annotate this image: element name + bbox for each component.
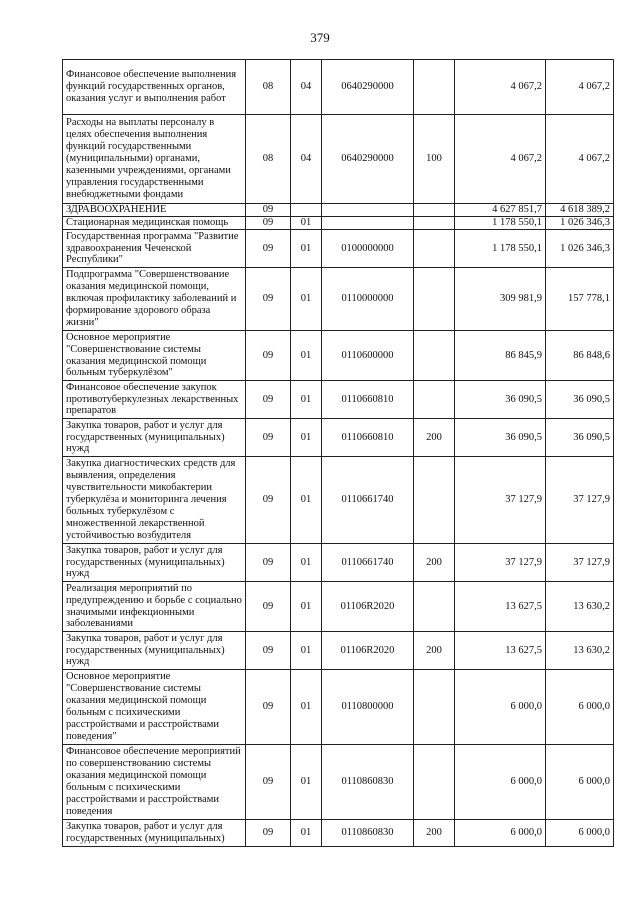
row-target-article: 0100000000 <box>322 230 414 268</box>
row-sum-2: 4 618 389,2 <box>546 204 614 217</box>
table-row <box>63 115 614 204</box>
row-target-article: 0110661740 <box>322 457 414 544</box>
row-subsection: 01 <box>291 582 322 632</box>
row-subsection: 01 <box>291 670 322 745</box>
table-row <box>63 381 614 419</box>
row-name: Финансовое обеспечение мероприятий по совершенствованию системы оказания медицинской помощи больным с психическими расстройствами и расстройствами поведения <box>63 745 246 820</box>
row-sum-2: 6 000,0 <box>546 745 614 820</box>
row-expense-type: 100 <box>414 115 455 204</box>
row-target-article: 0110800000 <box>322 670 414 745</box>
row-expense-type <box>414 582 455 632</box>
row-target-article <box>322 204 414 217</box>
row-expense-type <box>414 230 455 268</box>
row-section: 09 <box>246 632 291 670</box>
row-section: 09 <box>246 230 291 268</box>
row-sum-1: 1 178 550,1 <box>455 230 546 268</box>
row-sum-2: 6 000,0 <box>546 820 614 847</box>
row-sum-1: 13 627,5 <box>455 632 546 670</box>
table-row <box>63 582 614 632</box>
row-expense-type <box>414 217 455 230</box>
row-expense-type <box>414 204 455 217</box>
row-target-article: 0110860830 <box>322 820 414 847</box>
row-name: ЗДРАВООХРАНЕНИЕ <box>63 204 246 217</box>
row-sum-1: 4 067,2 <box>455 60 546 115</box>
row-sum-2: 37 127,9 <box>546 457 614 544</box>
row-section: 09 <box>246 381 291 419</box>
row-subsection: 01 <box>291 381 322 419</box>
row-name: Государственная программа "Развитие здравоохранения Чеченской Республики" <box>63 230 246 268</box>
row-sum-2: 1 026 346,3 <box>546 230 614 268</box>
table-row <box>63 331 614 381</box>
row-subsection <box>291 204 322 217</box>
row-expense-type <box>414 457 455 544</box>
row-target-article: 0110600000 <box>322 331 414 381</box>
row-target-article: 0640290000 <box>322 115 414 204</box>
row-sum-1: 6 000,0 <box>455 745 546 820</box>
table-row <box>63 745 614 820</box>
table-row <box>63 268 614 331</box>
row-subsection: 01 <box>291 331 322 381</box>
row-subsection: 01 <box>291 745 322 820</box>
row-target-article: 0110660810 <box>322 419 414 457</box>
row-target-article <box>322 217 414 230</box>
page-number: 379 <box>310 30 330 45</box>
table-row <box>63 217 614 230</box>
row-sum-2: 36 090,5 <box>546 419 614 457</box>
row-name: Закупка товаров, работ и услуг для государственных (муниципальных) нужд <box>63 419 246 457</box>
row-subsection: 01 <box>291 632 322 670</box>
row-section: 09 <box>246 268 291 331</box>
table-row <box>63 544 614 582</box>
row-expense-type: 200 <box>414 632 455 670</box>
row-section: 09 <box>246 331 291 381</box>
row-section: 09 <box>246 457 291 544</box>
row-expense-type: 200 <box>414 544 455 582</box>
row-section: 09 <box>246 544 291 582</box>
row-sum-1: 6 000,0 <box>455 820 546 847</box>
row-subsection: 01 <box>291 457 322 544</box>
row-target-article: 0110661740 <box>322 544 414 582</box>
row-sum-1: 4 067,2 <box>455 115 546 204</box>
row-sum-1: 36 090,5 <box>455 419 546 457</box>
row-target-article: 0110000000 <box>322 268 414 331</box>
row-sum-1: 13 627,5 <box>455 582 546 632</box>
row-name: Закупка товаров, работ и услуг для государственных (муниципальных) нужд <box>63 632 246 670</box>
row-section: 08 <box>246 60 291 115</box>
row-name: Подпрограмма "Совершенствование оказания медицинской помощи, включая профилактику заболеваний и формирование здорового образа жизни" <box>63 268 246 331</box>
table-row <box>63 457 614 544</box>
row-name: Финансовое обеспечение выполнения функций государственных органов, оказания услуг и выполнения работ <box>63 60 246 115</box>
row-subsection: 01 <box>291 217 322 230</box>
table-row <box>63 820 614 847</box>
table-row <box>63 419 614 457</box>
row-name: Основное мероприятие "Совершенствование системы оказания медицинской помощи больным с психическими расстройствами и расстройствами поведения" <box>63 670 246 745</box>
table-row <box>63 670 614 745</box>
row-name: Финансовое обеспечение закупок противотуберкулезных лекарственных препаратов <box>63 381 246 419</box>
row-sum-1: 37 127,9 <box>455 544 546 582</box>
row-expense-type <box>414 670 455 745</box>
row-target-article: 0110860830 <box>322 745 414 820</box>
row-subsection: 04 <box>291 60 322 115</box>
row-sum-1: 86 845,9 <box>455 331 546 381</box>
table-row <box>63 204 614 217</box>
row-name: Закупка товаров, работ и услуг для государственных (муниципальных) <box>63 820 246 847</box>
row-expense-type <box>414 60 455 115</box>
row-subsection: 01 <box>291 230 322 268</box>
row-section: 09 <box>246 582 291 632</box>
row-subsection: 01 <box>291 820 322 847</box>
row-name: Основное мероприятие "Совершенствование системы оказания медицинской помощи больным туберкулёзом" <box>63 331 246 381</box>
row-section: 09 <box>246 745 291 820</box>
row-expense-type: 200 <box>414 419 455 457</box>
row-section: 09 <box>246 204 291 217</box>
row-sum-2: 36 090,5 <box>546 381 614 419</box>
row-sum-2: 1 026 346,3 <box>546 217 614 230</box>
row-sum-2: 86 848,6 <box>546 331 614 381</box>
row-subsection: 04 <box>291 115 322 204</box>
row-name: Реализация мероприятий по предупреждению и борьбе с социально значимыми инфекционными заболеваниями <box>63 582 246 632</box>
row-target-article: 01106R2020 <box>322 632 414 670</box>
row-sum-2: 4 067,2 <box>546 60 614 115</box>
row-sum-2: 13 630,2 <box>546 632 614 670</box>
row-expense-type: 200 <box>414 820 455 847</box>
table-row <box>63 60 614 115</box>
row-sum-2: 6 000,0 <box>546 670 614 745</box>
row-subsection: 01 <box>291 544 322 582</box>
row-sum-1: 37 127,9 <box>455 457 546 544</box>
table-row <box>63 632 614 670</box>
row-name: Закупка диагностических средств для выявления, определения чувствительности микобактерии туберкулёза и мониторинга лечения больных туберкулёзом с множественной лекарственной устойчивостью возбудителя <box>63 457 246 544</box>
row-expense-type <box>414 268 455 331</box>
row-target-article: 0640290000 <box>322 60 414 115</box>
row-expense-type <box>414 381 455 419</box>
row-sum-1: 309 981,9 <box>455 268 546 331</box>
row-sum-2: 4 067,2 <box>546 115 614 204</box>
row-sum-1: 4 627 851,7 <box>455 204 546 217</box>
row-sum-2: 37 127,9 <box>546 544 614 582</box>
row-section: 09 <box>246 670 291 745</box>
row-section: 09 <box>246 820 291 847</box>
row-sum-2: 157 778,1 <box>546 268 614 331</box>
row-section: 09 <box>246 419 291 457</box>
row-section: 09 <box>246 217 291 230</box>
row-sum-1: 36 090,5 <box>455 381 546 419</box>
row-name: Закупка товаров, работ и услуг для государственных (муниципальных) нужд <box>63 544 246 582</box>
row-target-article: 0110660810 <box>322 381 414 419</box>
row-name: Расходы на выплаты персоналу в целях обеспечения выполнения функций государственными (муниципальными) органами, казенными учреждениями, органами управления государственными внебюджетными фондами <box>63 115 246 204</box>
row-sum-2: 13 630,2 <box>546 582 614 632</box>
row-sum-1: 6 000,0 <box>455 670 546 745</box>
row-subsection: 01 <box>291 419 322 457</box>
budget-table <box>62 59 614 847</box>
row-expense-type <box>414 331 455 381</box>
row-subsection: 01 <box>291 268 322 331</box>
row-name: Стационарная медицинская помощь <box>63 217 246 230</box>
row-expense-type <box>414 745 455 820</box>
row-sum-1: 1 178 550,1 <box>455 217 546 230</box>
row-target-article: 01106R2020 <box>322 582 414 632</box>
row-section: 08 <box>246 115 291 204</box>
table-row <box>63 230 614 268</box>
